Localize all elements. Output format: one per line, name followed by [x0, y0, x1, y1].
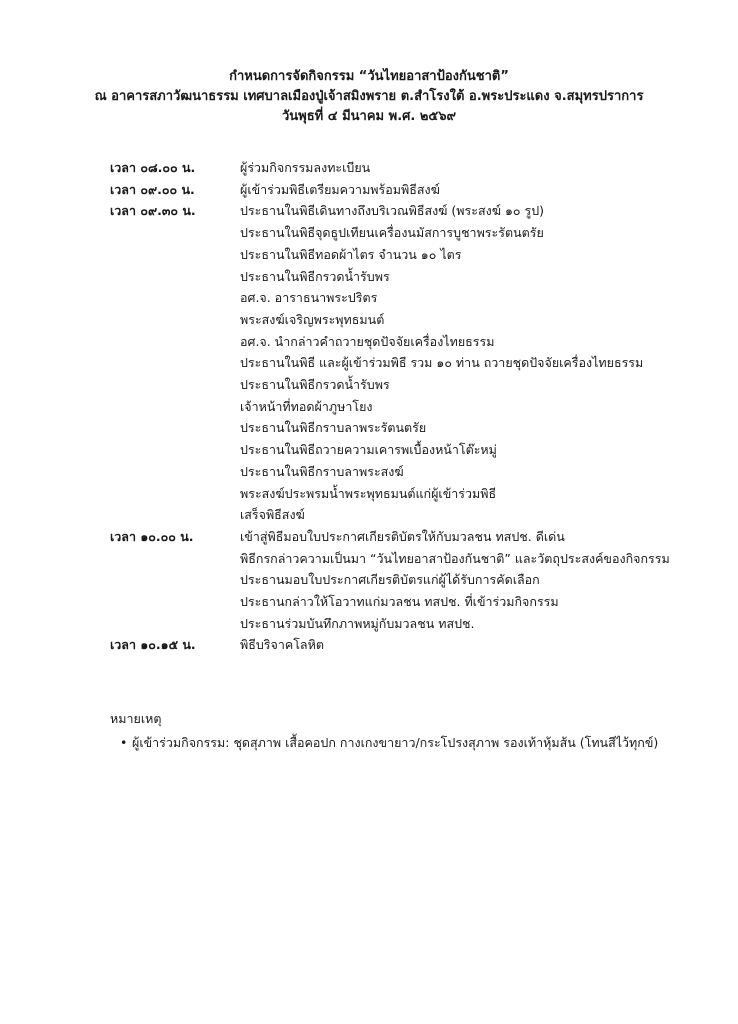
schedule-item: อศ.จ. อาราธนาพระปริตร	[240, 290, 378, 306]
schedule-item: ประธานกล่าวให้โอวาทแก่มวลชน ทสปช. ที่เข้าร่วมกิจกรรม	[240, 594, 559, 610]
header-date: วันพุธที่ ๔ มีนาคม พ.ศ. ๒๕๖๙	[281, 109, 457, 124]
schedule-block	[110, 157, 670, 179]
schedule-item: ผู้เข้าร่วมพิธีเตรียมความพร้อมพิธีสงฆ์	[240, 181, 440, 197]
schedule-item: ประธานในพิธีกราบลาพระสงฆ์	[240, 463, 404, 479]
schedule-time: เวลา ๐๙.๐๐ น.	[110, 181, 195, 197]
schedule-item: พิธีบริจาคโลหิต	[240, 637, 324, 653]
schedule-item: พระสงฆ์เจริญพระพุทธมนต์	[240, 311, 385, 327]
schedule-item: ผู้ร่วมกิจกรรมลงทะเบียน	[240, 160, 371, 175]
schedule-item: ประธานในพิธีถวายความเคารพเบื้องหน้าโต๊ะหมู่	[240, 442, 497, 458]
schedule-items	[240, 200, 670, 526]
schedule-block	[110, 179, 670, 201]
document-header	[0, 67, 738, 127]
schedule-item: ประธานมอบใบประกาศเกียรติบัตรแก่ผู้ได้รับการคัดเลือก	[240, 572, 540, 588]
schedule-item: ประธานในพิธีกราบลาพระรัตนตรัย	[240, 420, 427, 436]
schedule-time: เวลา ๑๐.๑๕ น.	[110, 637, 196, 653]
header-title: กำหนดการจัดกิจกรรม “วันไทยอาสาป้องกันชาติ”	[229, 69, 509, 84]
header-venue: ณ อาคารสภาวัฒนาธรรม เทศบาลเมืองปู่เจ้าสมิงพราย ต.สำโรงใต้ อ.พระประแดง จ.สมุทรปราการ	[94, 89, 644, 104]
note-title: หมายเหตุ	[110, 711, 162, 726]
note-section	[110, 709, 710, 753]
schedule-items	[240, 634, 670, 656]
schedule-items	[240, 179, 670, 201]
schedule-time: เวลา ๐๘.๐๐ น.	[110, 160, 196, 175]
schedule-item: พระสงฆ์ประพรมน้ำพระพุทธมนต์แก่ผู้เข้าร่วมพิธี	[240, 485, 497, 501]
schedule-item: ประธานร่วมบันทึกภาพหมู่กับมวลชน ทสปช.	[240, 615, 475, 631]
schedule-block	[110, 634, 670, 656]
schedule-item: เจ้าหน้าที่ทอดผ้าภูษาโยง	[240, 398, 373, 414]
note-list	[110, 733, 710, 753]
schedule-item: ประธานในพิธีทอดผ้าไตร จำนวน ๑๐ ไตร	[240, 246, 462, 262]
schedule	[110, 157, 670, 656]
bullet-icon: •	[120, 735, 128, 750]
schedule-time: เวลา ๐๙.๓๐ น.	[110, 203, 196, 219]
schedule-item: ประธานในพิธีกรวดน้ำรับพร	[240, 268, 390, 284]
schedule-item: เสร็จพิธีสงฆ์	[240, 507, 305, 523]
note-item	[120, 733, 710, 753]
schedule-item: ประธานในพิธีเดินทางถึงบริเวณพิธีสงฆ์ (พระสงฆ์ ๑๐ รูป)	[240, 203, 545, 219]
schedule-item: พิธีกรกล่าวความเป็นมา “วันไทยอาสาป้องกันชาติ” และวัตถุประสงค์ของกิจกรรม	[240, 550, 670, 566]
schedule-item: ประธานในพิธีกรวดน้ำรับพร	[240, 377, 390, 393]
schedule-item: เข้าสู่พิธีมอบใบประกาศเกียรติบัตรให้กับมวลชน ทสปช. ดีเด่น	[240, 528, 565, 544]
schedule-item: อศ.จ. นำกล่าวคำถวายชุดปัจจัยเครื่องไทยธรรม	[240, 333, 495, 349]
schedule-time: เวลา ๑๐.๐๐ น.	[110, 528, 194, 544]
schedule-items	[240, 157, 670, 179]
schedule-block	[110, 200, 670, 526]
schedule-item: ประธานในพิธีจุดธูปเทียนเครื่องนมัสการบูชาพระรัตนตรัย	[240, 225, 544, 241]
note-item-text: ผู้เข้าร่วมกิจกรรม: ชุดสุภาพ เสื้อคอปก กางเกงขายาว/กระโปรงสุภาพ รองเท้าหุ้มส้น (โทนสีไว้ทุกข์)	[132, 735, 659, 750]
schedule-items	[240, 526, 670, 635]
schedule-item: ประธานในพิธี และผู้เข้าร่วมพิธี รวม ๑๐ ท่าน ถวายชุดปัจจัยเครื่องไทยธรรม	[240, 355, 644, 371]
schedule-block	[110, 526, 670, 635]
